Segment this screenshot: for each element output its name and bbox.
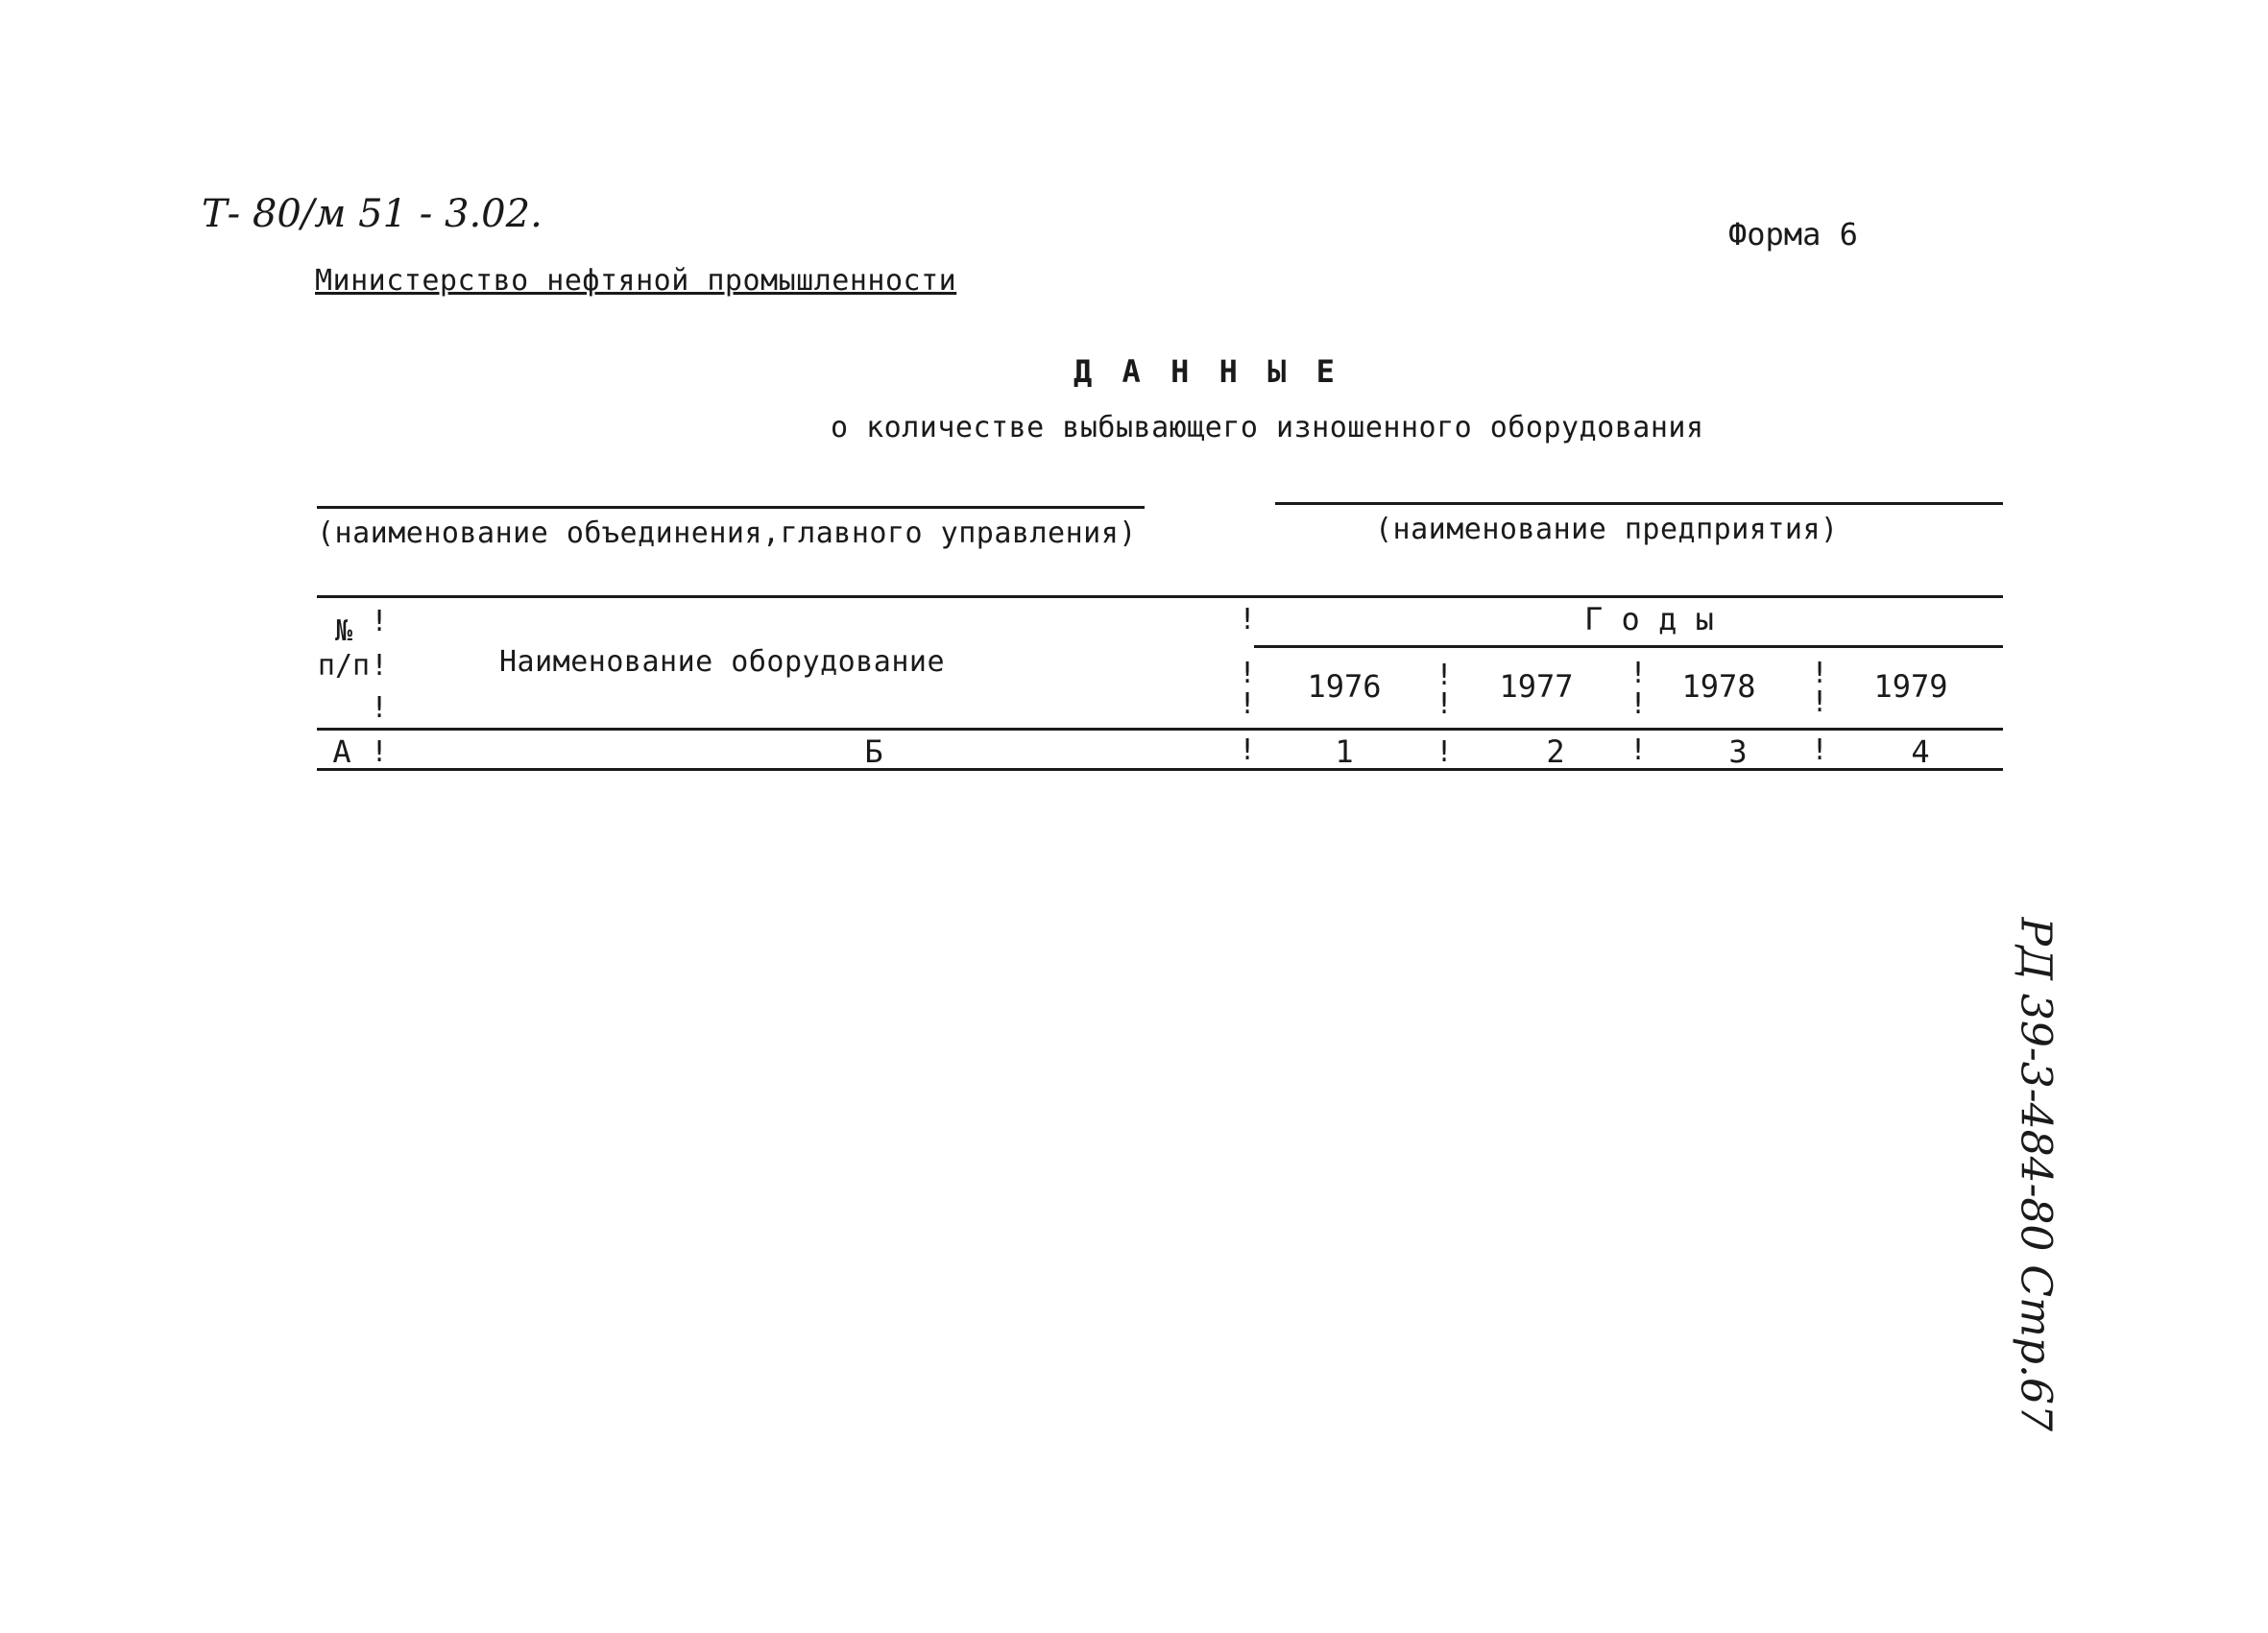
separator-mark: ! xyxy=(371,735,389,769)
index-2: 2 xyxy=(1546,733,1565,770)
separator-mark: ! xyxy=(371,649,389,683)
years-subrule xyxy=(1254,645,2003,648)
enterprise-fill-line xyxy=(1275,502,2003,505)
separator-mark: ! xyxy=(1811,733,1829,767)
separator-mark: ! xyxy=(1629,687,1648,721)
enterprise-caption: (наименование предприятия) xyxy=(1375,513,1839,546)
index-3: 3 xyxy=(1728,733,1748,770)
separator-mark: ! xyxy=(1629,657,1648,690)
separator-mark: ! xyxy=(1436,687,1454,721)
separator-mark: ! xyxy=(1239,733,1257,767)
separator-mark: ! xyxy=(1436,659,1454,692)
year-1978: 1978 xyxy=(1681,668,1756,705)
handwritten-code: Т- 80/м 51 - 3.02. xyxy=(202,192,543,236)
index-a: А xyxy=(332,733,351,770)
col-num-header: № п/п xyxy=(317,614,371,683)
separator-mark: ! xyxy=(1811,657,1829,690)
separator-mark: ! xyxy=(1239,687,1257,721)
org-caption: (наименование объединения,главного управления) xyxy=(317,516,1137,550)
org-fill-line xyxy=(317,506,1145,509)
separator-mark: ! xyxy=(371,605,389,638)
header-bottom-rule xyxy=(317,728,2003,731)
year-1979: 1979 xyxy=(1873,668,1948,705)
separator-mark: ! xyxy=(371,691,389,725)
index-b: Б xyxy=(864,733,883,770)
separator-mark: ! xyxy=(1629,733,1648,767)
page-subtitle: о количестве выбывающего изношенного оборудования xyxy=(831,411,1704,444)
years-header: Г о д ы xyxy=(1584,601,1714,637)
separator-mark: ! xyxy=(1436,735,1454,769)
separator-mark: ! xyxy=(1239,603,1257,636)
col-name-header: Наименование оборудование xyxy=(499,645,946,679)
ministry-name: Министерство нефтяной промышленности xyxy=(315,264,957,298)
year-1976: 1976 xyxy=(1307,668,1382,705)
year-1977: 1977 xyxy=(1499,668,1574,705)
form-label: Форма 6 xyxy=(1728,216,1858,252)
page-title: Д А Н Н Ы Е xyxy=(1074,353,1340,390)
index-1: 1 xyxy=(1335,733,1354,770)
table-top-rule xyxy=(317,595,2003,598)
separator-mark: ! xyxy=(1811,685,1829,719)
side-stamp: РД 39-3-484-80 Стр.67 xyxy=(2011,917,2061,1431)
separator-mark: ! xyxy=(1239,657,1257,690)
index-4: 4 xyxy=(1911,733,1930,770)
